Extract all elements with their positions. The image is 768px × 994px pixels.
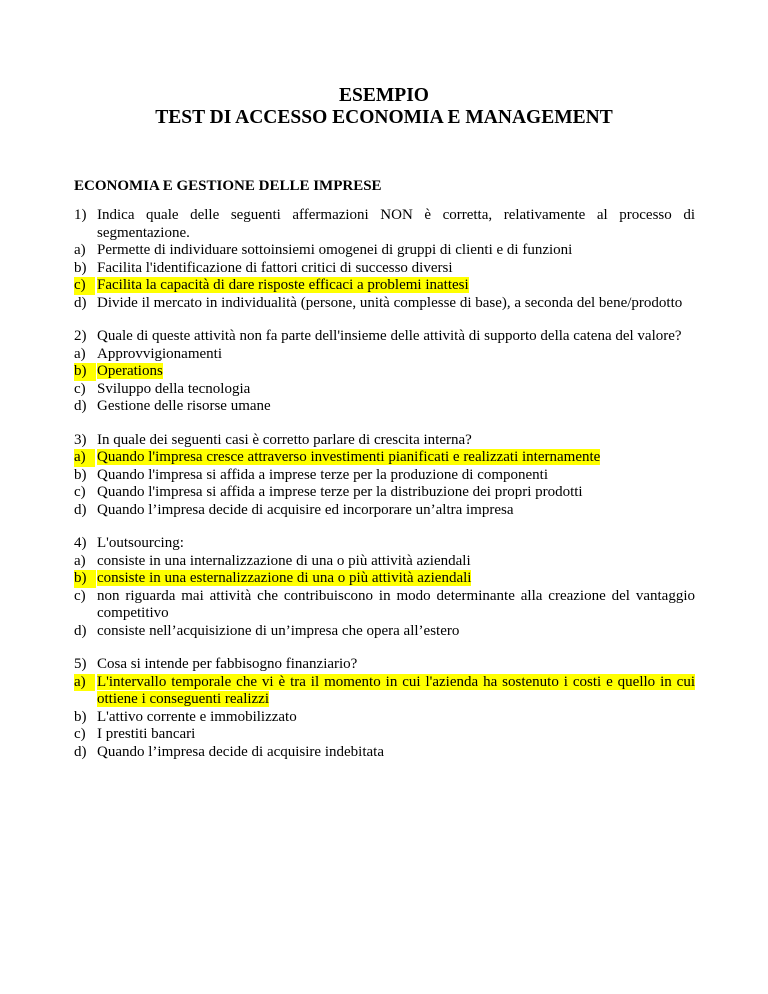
answer-letter: c) — [74, 726, 86, 742]
answer-option-correct — [74, 277, 695, 295]
answer-letter: a) — [74, 242, 86, 258]
answer-option — [74, 553, 695, 571]
answer-option-correct — [74, 570, 695, 588]
answer-letter: b) — [74, 570, 96, 588]
answer-option — [74, 623, 695, 641]
answer-text — [97, 570, 695, 588]
highlighted-answer: consiste in una esternalizzazione di una o più attività aziendali — [97, 570, 472, 586]
question-number: 4) — [74, 535, 87, 551]
highlighted-answer: Operations — [97, 363, 163, 379]
answer-option — [74, 398, 695, 416]
answer-text — [97, 363, 695, 381]
answer-text: Gestione delle risorse umane — [97, 398, 271, 414]
question-number: 3) — [74, 431, 87, 448]
answer-option — [74, 295, 695, 313]
title-line-1: ESEMPIO — [339, 85, 429, 106]
answer-text — [97, 674, 695, 709]
answer-letter: c) — [74, 484, 86, 500]
answer-text: L'attivo corrente e immobilizzato — [97, 708, 297, 725]
answer-option-correct — [74, 363, 695, 381]
answer-letter: b) — [74, 259, 87, 276]
answer-text: I prestiti bancari — [97, 726, 196, 742]
answer-option — [74, 260, 695, 278]
question-text: Cosa si intende per fabbisogno finanziario? — [97, 656, 358, 672]
answer-letter: a) — [74, 449, 95, 467]
answer-text: Sviluppo della tecnologia — [97, 380, 251, 397]
answer-option — [74, 588, 695, 623]
answer-option — [74, 242, 695, 260]
answer-letter: d) — [74, 743, 87, 760]
answer-letter: d) — [74, 398, 87, 414]
answer-option — [74, 726, 695, 744]
document-title — [0, 85, 768, 129]
question-stem — [74, 207, 695, 242]
answer-letter: a) — [74, 674, 95, 692]
section-heading: ECONOMIA E GESTIONE DELLE IMPRESE — [74, 178, 382, 194]
question-list — [74, 207, 695, 777]
question-3 — [74, 432, 695, 520]
answer-text: Quando l'impresa si affida a imprese terze per la distribuzione dei propri prodotti — [97, 484, 583, 500]
question-stem — [74, 535, 695, 553]
answer-letter: c) — [74, 587, 86, 604]
answer-letter: c) — [74, 277, 95, 295]
answer-letter: b) — [74, 363, 96, 381]
question-5 — [74, 656, 695, 761]
question-number: 5) — [74, 656, 87, 672]
question-text: Indica quale delle seguenti affermazioni NON è corretta, relativamente al processo di segmentazione. — [97, 207, 695, 241]
highlighted-answer: Quando l'impresa cresce attraverso investimenti pianificati e realizzati internamente — [97, 449, 601, 465]
answer-text: consiste in una internalizzazione di una o più attività aziendali — [97, 552, 471, 569]
answer-text: Quando l'impresa si affida a imprese terze per la produzione di componenti — [97, 466, 549, 483]
answer-letter: d) — [74, 501, 87, 518]
question-stem — [74, 432, 695, 450]
answer-text: consiste nell’acquisizione di un’impresa che opera all’estero — [97, 622, 460, 639]
answer-text: Facilita l'identificazione di fattori critici di successo diversi — [97, 259, 453, 276]
answer-letter: d) — [74, 622, 87, 639]
question-text: L'outsourcing: — [97, 535, 184, 551]
answer-text: Permette di individuare sottoinsiemi omogenei di gruppi di clienti e di funzioni — [97, 242, 573, 258]
question-stem — [74, 328, 695, 346]
answer-option — [74, 709, 695, 727]
question-1 — [74, 207, 695, 312]
question-number: 1) — [74, 207, 87, 223]
answer-letter: b) — [74, 708, 87, 725]
question-number: 2) — [74, 328, 87, 344]
answer-option-correct — [74, 449, 695, 467]
answer-option — [74, 502, 695, 520]
answer-letter: c) — [74, 380, 86, 397]
answer-text: Divide il mercato in individualità (persone, unità complesse di base), a seconda del bene/prodotto — [97, 294, 683, 311]
question-4 — [74, 535, 695, 640]
answer-text: Quando l’impresa decide di acquisire ed incorporare un’altra impresa — [97, 501, 514, 518]
question-stem — [74, 656, 695, 674]
answer-text: non riguarda mai attività che contribuiscono in modo determinante alla creazione del vantaggio competitivo — [97, 587, 695, 621]
highlighted-answer: Facilita la capacità di dare risposte efficaci a problemi inattesi — [97, 277, 469, 293]
answer-option — [74, 467, 695, 485]
answer-letter: a) — [74, 345, 86, 362]
answer-text: Approvvigionamenti — [97, 345, 222, 362]
answer-option-correct — [74, 674, 695, 709]
answer-letter: b) — [74, 466, 87, 483]
question-text: Quale di queste attività non fa parte dell'insieme delle attività di supporto della catena del valore? — [97, 328, 682, 344]
answer-option — [74, 744, 695, 762]
answer-option — [74, 484, 695, 502]
answer-letter: d) — [74, 294, 87, 311]
answer-text: Quando l’impresa decide di acquisire indebitata — [97, 743, 384, 760]
highlighted-answer: L'intervallo temporale che vi è tra il momento in cui l'azienda ha sostenuto i costi e quello in cui ottiene i conseguenti realizzi — [97, 673, 695, 707]
answer-option — [74, 346, 695, 364]
answer-letter: a) — [74, 552, 86, 569]
answer-text — [97, 449, 695, 467]
title-line-2: TEST DI ACCESSO ECONOMIA E MANAGEMENT — [155, 107, 613, 128]
question-2 — [74, 328, 695, 416]
question-text: In quale dei seguenti casi è corretto parlare di crescita interna? — [97, 431, 472, 448]
answer-text — [97, 277, 695, 295]
answer-option — [74, 381, 695, 399]
